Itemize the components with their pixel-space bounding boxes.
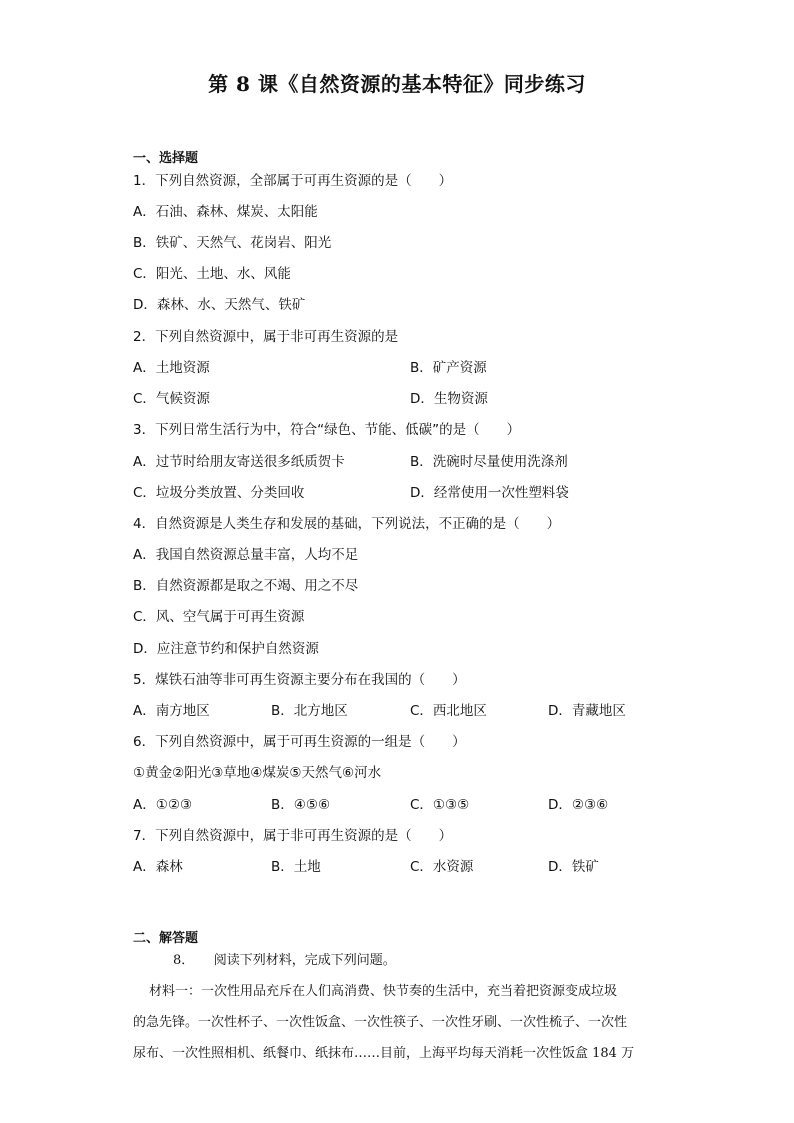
question-8-stem: 8． 阅读下列材料，完成下列问题。: [173, 953, 396, 968]
question-3-option-b: B．洗碗时尽量使用洗涤剂: [410, 454, 568, 470]
material-line-2: 的急先锋。一次性杯子、一次性饭盒、一次性筷子、一次性牙刷、一次性梳子、一次性: [133, 1015, 628, 1030]
question-4-option-a: A．我国自然资源总量丰富，人均不足: [133, 547, 359, 563]
question-5-stem: 5．煤铁石油等非可再生资源主要分布在我国的（ ）: [133, 672, 466, 688]
question-7-stem: 7．下列自然资源中，属于非可再生资源的是（ ）: [133, 828, 453, 844]
question-7-option-c: C．水资源: [410, 859, 474, 875]
question-1-option-d: D．森林、水、天然气、铁矿: [133, 297, 306, 313]
question-1-option-b: B．铁矿、天然气、花岗岩、阳光: [133, 235, 332, 251]
question-3-option-c: C．垃圾分类放置、分类回收: [133, 485, 305, 501]
material-line-3: 尿布、一次性照相机、纸餐巾、纸抹布……目前，上海平均每天消耗一次性饭盒 184 万: [133, 1046, 635, 1061]
material-line-1: 材料一：一次性用品充斥在人们高消费、快节奏的生活中，充当着把资源变成垃圾: [149, 984, 618, 999]
question-4-option-b: B．自然资源都是取之不竭、用之不尽: [133, 578, 359, 594]
question-1-stem: 1．下列自然资源，全部属于可再生资源的是（ ）: [133, 173, 453, 189]
question-2-option-b: B．矿产资源: [410, 360, 487, 376]
question-2-option-c: C．气候资源: [133, 391, 210, 407]
question-6-option-a: A．①②③: [133, 797, 193, 813]
question-3-option-a: A．过节时给朋友寄送很多纸质贺卡: [133, 454, 345, 470]
question-6-option-b: B．④⑤⑥: [271, 797, 331, 813]
page-title: 第 8 课《自然资源的基本特征》同步练习: [208, 72, 586, 96]
question-7-option-a: A．森林: [133, 859, 183, 875]
question-5-option-d: D．青藏地区: [548, 703, 626, 719]
question-5-option-b: B．北方地区: [271, 703, 348, 719]
question-6-stem: 6．下列自然资源中，属于可再生资源的一组是（ ）: [133, 734, 466, 750]
section-heading-answer: 二、解答题: [133, 931, 199, 946]
question-5-option-a: A．南方地区: [133, 703, 210, 719]
question-6-items: ①黄金②阳光③草地④煤炭⑤天然气⑥河水: [133, 765, 382, 781]
section-heading-choice: 一、选择题: [133, 151, 199, 166]
question-7-option-d: D．铁矿: [548, 859, 599, 875]
question-5-option-c: C．西北地区: [410, 703, 487, 719]
question-7-option-b: B．土地: [271, 859, 321, 875]
question-4-option-d: D．应注意节约和保护自然资源: [133, 641, 319, 657]
question-3-option-d: D．经常使用一次性塑料袋: [410, 485, 569, 501]
question-1-option-c: C．阳光、土地、水、风能: [133, 266, 291, 282]
question-4-stem: 4．自然资源是人类生存和发展的基础，下列说法，不正确的是（ ）: [133, 516, 561, 532]
question-1-option-a: A．石油、森林、煤炭、太阳能: [133, 204, 318, 220]
question-2-option-a: A．土地资源: [133, 360, 210, 376]
question-2-option-d: D．生物资源: [410, 391, 488, 407]
question-6-option-c: C．①③⑤: [410, 797, 470, 813]
question-4-option-c: C．风、空气属于可再生资源: [133, 609, 305, 625]
question-6-option-d: D．②③⑥: [548, 797, 609, 813]
question-2-stem: 2．下列自然资源中，属于非可再生资源的是: [133, 329, 399, 345]
question-3-stem: 3．下列日常生活行为中，符合“绿色、节能、低碳”的是（ ）: [133, 422, 521, 438]
